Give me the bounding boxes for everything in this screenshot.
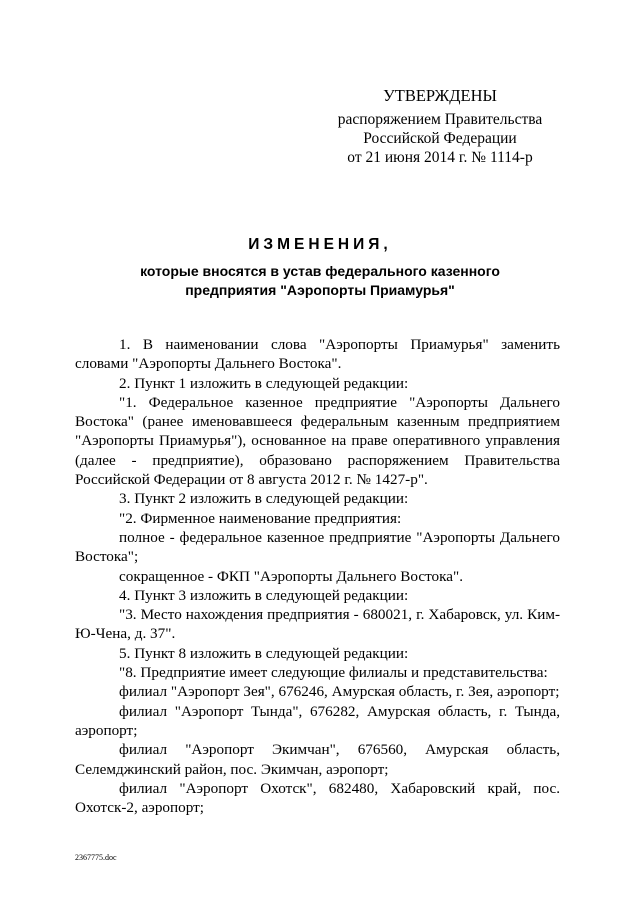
document-title: ИЗМЕНЕНИЯ, [248,236,392,253]
subtitle-line: предприятия "Аэропорты Приамурья" [185,282,455,298]
paragraph: "8. Предприятие имеет следующие филиалы и представительства: [119,664,548,682]
paragraph: 1. В наименовании слова "Аэропорты Приамурья" заменить словами "Аэропорты Дальнего Востока". [75,336,560,373]
paragraph: филиал "Аэропорт Зея", 676246, Амурская область, г. Зея, аэропорт; [119,683,560,701]
paragraph: "2. Фирменное наименование предприятия: [119,509,402,527]
paragraph: филиал "Аэропорт Экимчан", 676560, Амурская область, Селемджинский район, пос. Экимчан, аэропорт; [75,741,560,778]
paragraph: "3. Место нахождения предприятия - 680021, г. Хабаровск, ул. Ким-Ю-Чена, д. 37". [75,606,560,643]
paragraph: филиал "Аэропорт Охотск", 682480, Хабаровский край, пос. Охотск-2, аэропорт; [75,779,560,817]
approval-line: Российской Федерации [363,130,517,147]
paragraph: 2. Пункт 1 изложить в следующей редакции: [119,374,409,392]
document-body [75,335,560,817]
paragraph: 5. Пункт 8 изложить в следующей редакции: [119,644,409,662]
subtitle-line: которые вносятся в устав федерального казенного [140,263,500,279]
approval-line: распоряжением Правительства [337,111,543,128]
paragraph: 4. Пункт 3 изложить в следующей редакции: [119,586,409,604]
paragraph: филиал "Аэропорт Тында", 676282, Амурская область, г. Тында, аэропорт; [75,702,560,739]
approval-block [330,86,550,167]
file-reference: 2367775.doc [75,853,117,862]
approval-heading: УТВЕРЖДЕНЫ [383,86,497,105]
paragraph: сокращенное - ФКП "Аэропорты Дальнего Востока". [119,567,464,585]
paragraph: "1. Федеральное казенное предприятие "Аэропорты Дальнего Востока" (ранее именовавшееся федеральным казенным предприятием "Аэропорты Приамурья"), основанное на праве оперативного управления (далее - предприятие), образовано распоряжением Правительства Российской Федерации от 8 августа 2012 г. № 1427-р". [75,393,560,489]
document-subtitle [120,262,520,300]
paragraph: 3. Пункт 2 изложить в следующей редакции: [119,490,409,508]
approval-date-line: от 21 июня 2014 г. № 1114-р [347,149,533,166]
paragraph: полное - федеральное казенное предприятие "Аэропорты Дальнего Востока"; [75,528,560,566]
